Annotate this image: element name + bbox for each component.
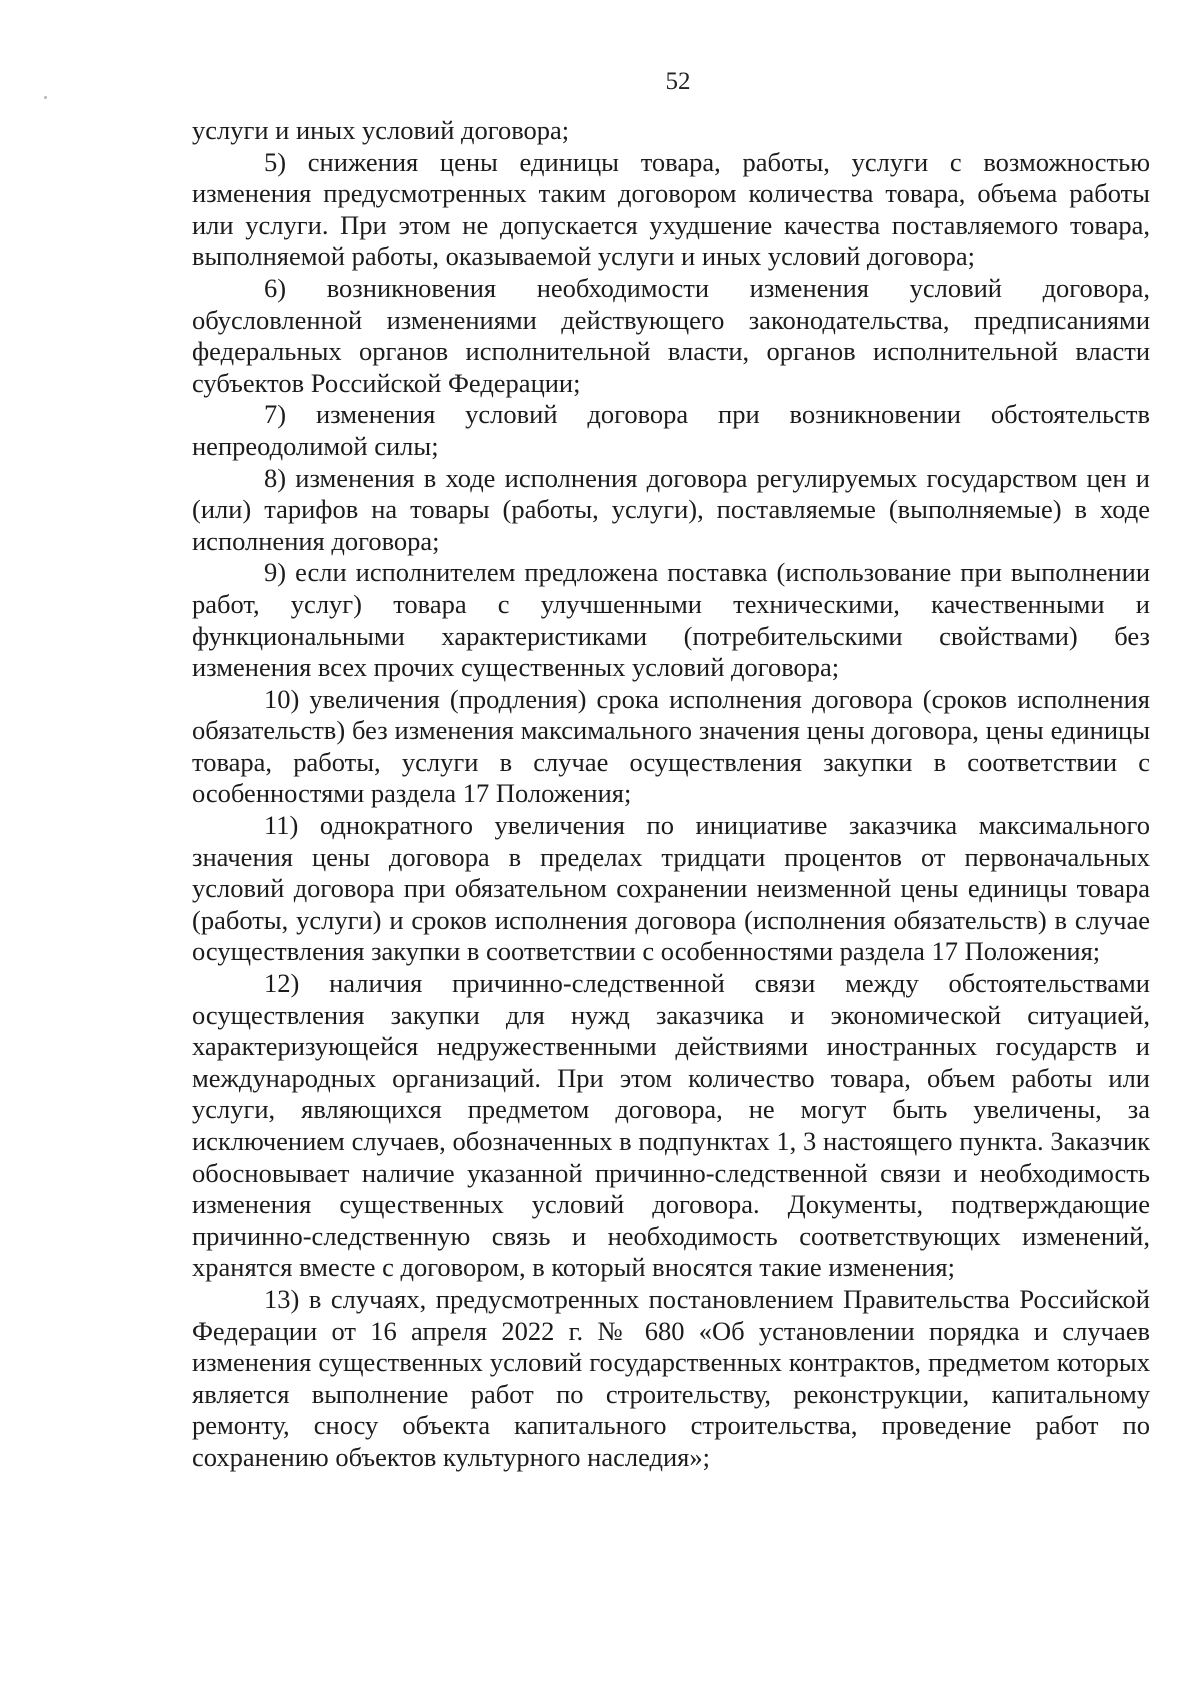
- page-number: 52: [665, 68, 691, 95]
- paragraph-item-7: 7) изменения условий договора при возникновении обстоятельств непреодолимой силы;: [192, 399, 1150, 461]
- paragraph-item-8: 8) изменения в ходе исполнения договора регулируемых государством цен и (или) тарифов на товары (работы, услуги), поставляемые (выполняемые) в ходе исполнения договора;: [192, 462, 1150, 556]
- paragraph-continuation: услуги и иных условий договора;: [192, 115, 570, 145]
- paragraph-item-13: 13) в случаях, предусмотренных постановлением Правительства Российской Федерации от 16 апреля 2022 г. № 680 «Об установлении порядка и случаев изменения существенных условий государственных контрактов, предметом которых является выполнение работ по строительству, реконструкции, капитальному ремонту, сносу объекта капитального строительства, проведение работ по сохранению объектов культурного наследия»;: [192, 1283, 1150, 1472]
- paragraph-item-5: 5) снижения цены единицы товара, работы, услуги с возможностью изменения предусмотренных таким договором количества товара, объема работы или услуги. При этом не допускается ухудшение качества поставляемого товара, выполняемой работы, оказываемой услуги и иных условий договора;: [192, 146, 1150, 272]
- paragraph-item-11: 11) однократного увеличения по инициативе заказчика максимального значения цены договора в пределах тридцати процентов от первоначальных условий договора при обязательном сохранении неизменной цены единицы товара (работы, услуги) и сроков исполнения договора (исполнения обязательств) в случае осуществления закупки в соответствии с особенностями раздела 17 Положения;: [192, 810, 1150, 967]
- document-body: [192, 115, 1150, 1474]
- paragraph-item-9: 9) если исполнителем предложена поставка (использование при выполнении работ, услуг) товара с улучшенными техническими, качественными и функциональными характеристиками (потребительскими свойствами) без изменения всех прочих существенных условий договора;: [192, 557, 1150, 683]
- paragraph-item-6: 6) возникновения необходимости изменения условий договора, обусловленной изменениями действующего законодательства, предписаниями федеральных органов исполнительной власти, органов исполнительной власти субъектов Российской Федерации;: [192, 272, 1150, 398]
- scan-speck: [44, 96, 47, 99]
- paragraph-item-10: 10) увеличения (продления) срока исполнения договора (сроков исполнения обязательств) без изменения максимального значения цены договора, цены единицы товара, работы, услуги в случае осуществления закупки в соответствии с особенностями раздела 17 Положения;: [192, 683, 1150, 809]
- paragraph-item-12: 12) наличия причинно-следственной связи между обстоятельствами осуществления закупки для нужд заказчика и экономической ситуацией, характеризующейся недружественными действиями иностранных государств и международных организаций. При этом количество товара, объем работы или услуги, являющихся предметом договора, не могут быть увеличены, за исключением случаев, обозначенных в подпунктах 1, 3 настоящего пункта. Заказчик обосновывает наличие указанной причинно-следственной связи и необходимость изменения существенных условий договора. Документы, подтверждающие причинно-следственную связь и необходимость соответствующих изменений, хранятся вместе с договором, в который вносятся такие изменения;: [192, 968, 1150, 1283]
